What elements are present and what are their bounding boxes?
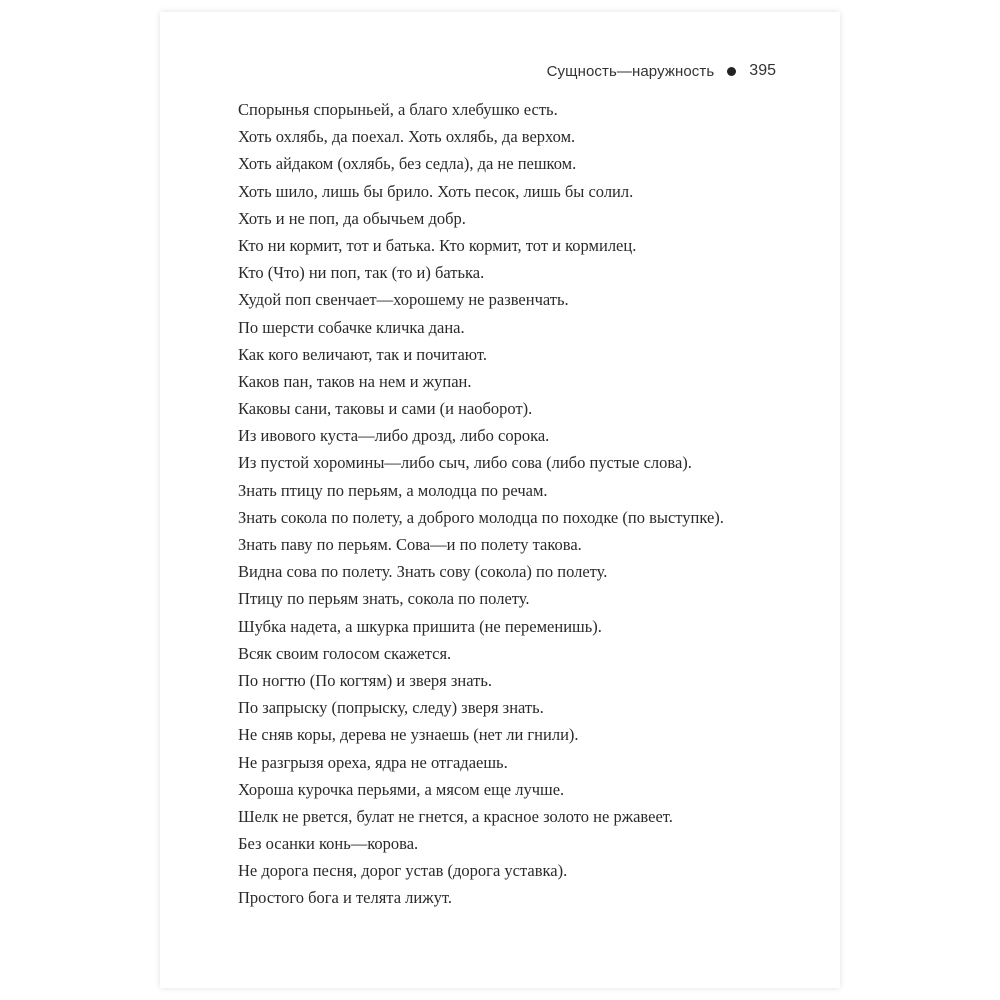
page-number: 395 <box>749 62 776 79</box>
proverb-line: Не сняв коры, дерева не узнаешь (нет ли гнили). <box>238 725 579 745</box>
proverb-line: Кто (Что) ни поп, так (то и) батька. <box>238 263 485 283</box>
proverb-line: Хоть айдаком (охлябь, без седла), да не пешком. <box>238 154 577 174</box>
proverb-line: Хороша курочка перьями, а мясом еще лучше. <box>238 779 565 799</box>
proverb-line: Не дорога песня, дорог устав (дорога уставка). <box>238 861 568 881</box>
proverb-line: По шерсти собачке кличка дана. <box>238 317 465 337</box>
proverb-line: Знать сокола по полету, а доброго молодца по походке (по выступке). <box>238 507 724 527</box>
proverb-line: Знать паву по перьям. Сова—и по полету такова. <box>238 535 582 554</box>
proverb-line: Шубка надета, а шкурка пришита (не переменишь). <box>238 616 602 636</box>
proverb-line: Как кого величают, так и почитают. <box>238 344 487 364</box>
proverb-line: Каковы сани, таковы и сами (и наоборот). <box>238 399 533 419</box>
proverb-line: Знать птицу по перьям, а молодца по речам. <box>238 480 548 500</box>
proverb-line: Хоть шило, лишь бы брило. Хоть песок, лишь бы солил. <box>238 181 634 201</box>
proverb-line: По ногтю (По когтям) и зверя знать. <box>238 670 492 690</box>
proverb-list <box>238 96 724 912</box>
proverb-line: Хоть охлябь, да поехал. Хоть охлябь, да верхом. <box>238 127 576 147</box>
book-page <box>160 12 840 988</box>
proverb-line: Хоть и не поп, да обычьем добр. <box>238 208 466 228</box>
proverb-line: Птицу по перьям знать, сокола по полету. <box>238 589 530 609</box>
proverb-line: Из ивового куста—либо дрозд, либо сорока. <box>238 426 550 446</box>
proverb-line: Без осанки конь—корова. <box>238 834 419 854</box>
proverb-line: По запрыску (попрыску, следу) зверя знать. <box>238 698 544 718</box>
proverb-line: Видна сова по полету. Знать сову (сокола) по полету. <box>238 562 608 582</box>
proverb-line: Простого бога и телята лижут. <box>238 888 452 908</box>
proverb-line: Всяк своим голосом скажется. <box>238 643 452 663</box>
proverb-line: Из пустой хоромины—либо сыч, либо сова (либо пустые слова). <box>238 453 692 473</box>
running-head <box>547 62 776 80</box>
proverb-line: Не разгрызя ореха, ядра не отгадаешь. <box>238 752 508 772</box>
proverb-line: Шелк не рвется, булат не гнется, а красное золото не ржавеет. <box>238 806 673 826</box>
bullet-dot-icon <box>727 67 736 76</box>
proverb-line: Худой поп свенчает—хорошему не развенчать. <box>238 290 569 310</box>
proverb-line: Каков пан, таков на нем и жупан. <box>238 371 472 391</box>
running-head-title: Сущность—наружность <box>546 62 715 80</box>
proverb-line: Спорынья спорыньей, а благо хлебушко есть. <box>238 100 558 119</box>
proverb-line: Кто ни кормит, тот и батька. Кто кормит, тот и кормилец. <box>238 235 637 255</box>
